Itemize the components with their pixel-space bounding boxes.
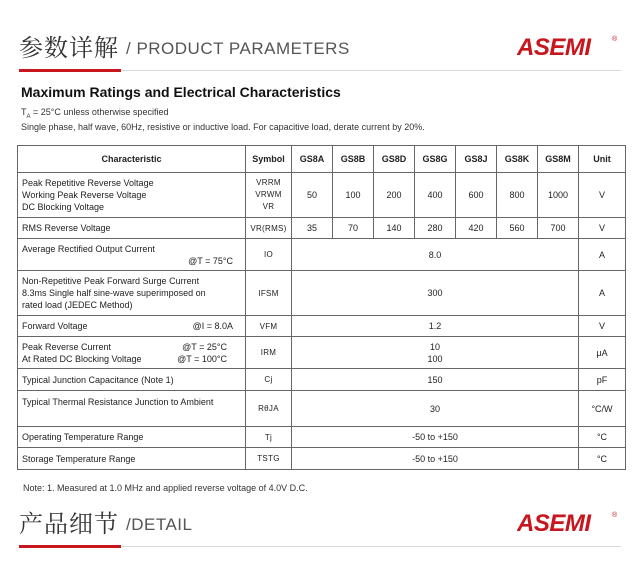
row-label: Peak Repetitive Reverse Voltage Working Peak Reverse Voltage DC Blocking Voltage	[18, 173, 246, 218]
cell-value: 100	[333, 173, 374, 218]
table-row	[18, 218, 626, 239]
cell-unit: V	[579, 316, 626, 337]
header-accent-bar	[19, 545, 121, 548]
cell-value: 150	[292, 369, 579, 391]
asemi-logo	[517, 509, 619, 535]
table-row	[18, 271, 626, 316]
logo-reg-mark: ®	[612, 512, 618, 519]
asemi-logo	[517, 33, 619, 59]
cell-value: 400	[415, 173, 456, 218]
header-title-cn: 参数详解	[19, 34, 119, 62]
row-label: Typical Thermal Resistance Junction to Ambient	[18, 391, 246, 427]
row-label: Typical Junction Capacitance (Note 1)	[18, 369, 246, 391]
logo-text: ASEMI	[517, 34, 591, 59]
row-symbol: RθJA	[246, 391, 292, 427]
cell-unit: °C/W	[579, 391, 626, 427]
row-label: Forward Voltage @I = 8.0A	[18, 316, 246, 337]
col-header: GS8D	[374, 146, 415, 173]
row-symbol: IO	[246, 239, 292, 271]
cell-value: 800	[497, 173, 538, 218]
cell-unit: V	[579, 173, 626, 218]
cell-value: -50 to +150	[292, 448, 579, 470]
col-header: GS8J	[456, 146, 497, 173]
header-title-en: / PRODUCT PARAMETERS	[126, 39, 350, 58]
col-header: GS8M	[538, 146, 579, 173]
cell-unit: °C	[579, 427, 626, 448]
col-header: Symbol	[246, 146, 292, 173]
row-symbol: VFM	[246, 316, 292, 337]
row-condition: @I = 8.0A	[192, 321, 233, 331]
col-header: GS8A	[292, 146, 333, 173]
condition-line: $T_A = 25^\circ C$ unless otherwise specified	[21, 107, 169, 120]
row-symbol: VR(RMS)	[246, 218, 292, 239]
cell-unit: °C	[579, 448, 626, 470]
cell-value: 700	[538, 218, 579, 239]
col-header: GS8K	[497, 146, 538, 173]
table-row	[18, 337, 626, 369]
logo-text: ASEMI	[517, 510, 591, 535]
row-symbol: TSTG	[246, 448, 292, 470]
row-symbol: IFSM	[246, 271, 292, 316]
section-header-detail	[0, 500, 640, 552]
footnote: Note: 1. Measured at 1.0 MHz and applied reverse voltage of 4.0V D.C.	[23, 483, 308, 493]
cell-value: 1.2	[292, 316, 579, 337]
table-row	[18, 239, 626, 271]
cell-unit: μA	[579, 337, 626, 369]
cell-value: -50 to +150	[292, 427, 579, 448]
row-label: Average Rectified Output Current @T = 75°C	[18, 239, 246, 271]
row-condition: @T = 75°C	[188, 255, 233, 266]
cell-value: 300	[292, 271, 579, 316]
row-label: Storage Temperature Range	[18, 448, 246, 470]
cell-unit: pF	[579, 369, 626, 391]
row-symbol: IRM	[246, 337, 292, 369]
row-label: Operating Temperature Range	[18, 427, 246, 448]
ratings-table	[17, 145, 626, 470]
col-header: GS8G	[415, 146, 456, 173]
row-label: RMS Reverse Voltage	[18, 218, 246, 239]
cell-value: 35	[292, 218, 333, 239]
logo-reg-mark: ®	[612, 36, 618, 43]
table-header-row	[18, 146, 626, 173]
col-header: Unit	[579, 146, 626, 173]
row-condition: @T = 100°C	[177, 353, 227, 364]
table-row	[18, 448, 626, 470]
header-title-cn: 产品细节	[19, 510, 119, 538]
cell-unit: V	[579, 218, 626, 239]
cell-value: 10 100	[292, 337, 579, 369]
table-row	[18, 391, 626, 427]
row-symbol: Cj	[246, 369, 292, 391]
row-symbol: VRRM VRWM VR	[246, 173, 292, 218]
row-condition: @T = 25°C	[182, 341, 227, 352]
cell-value: 50	[292, 173, 333, 218]
cell-value: 280	[415, 218, 456, 239]
table-row	[18, 427, 626, 448]
row-label: Peak Reverse Current @T = 25°C At Rated DC Blocking Voltage @T = 100°C	[18, 337, 246, 369]
row-label: Non-Repetitive Peak Forward Surge Current 8.3ms Single half sine-wave superimposed on rated load (JEDEC Method)	[18, 271, 246, 316]
description-line: Single phase, half wave, 60Hz, resistive or inductive load. For capacitive load, derate current by 20%.	[21, 122, 425, 132]
header-divider	[121, 546, 621, 547]
cell-value: 1000	[538, 173, 579, 218]
cell-value: 8.0	[292, 239, 579, 271]
col-header: GS8B	[333, 146, 374, 173]
cell-value: 140	[374, 218, 415, 239]
cell-value: 600	[456, 173, 497, 218]
header-accent-bar	[19, 69, 121, 72]
table-row	[18, 173, 626, 218]
cell-value: 30	[292, 391, 579, 427]
cell-value: 420	[456, 218, 497, 239]
row-symbol: Tj	[246, 427, 292, 448]
page-title: Maximum Ratings and Electrical Characteristics	[21, 84, 341, 100]
cell-unit: A	[579, 239, 626, 271]
cell-value: 200	[374, 173, 415, 218]
table-row	[18, 369, 626, 391]
cell-value: 70	[333, 218, 374, 239]
table-row	[18, 316, 626, 337]
col-header: Characteristic	[18, 146, 246, 173]
header-title-en: /DETAIL	[126, 515, 193, 534]
cell-unit: A	[579, 271, 626, 316]
cell-value: 560	[497, 218, 538, 239]
header-divider	[121, 70, 621, 71]
section-header-parameters	[0, 24, 640, 76]
